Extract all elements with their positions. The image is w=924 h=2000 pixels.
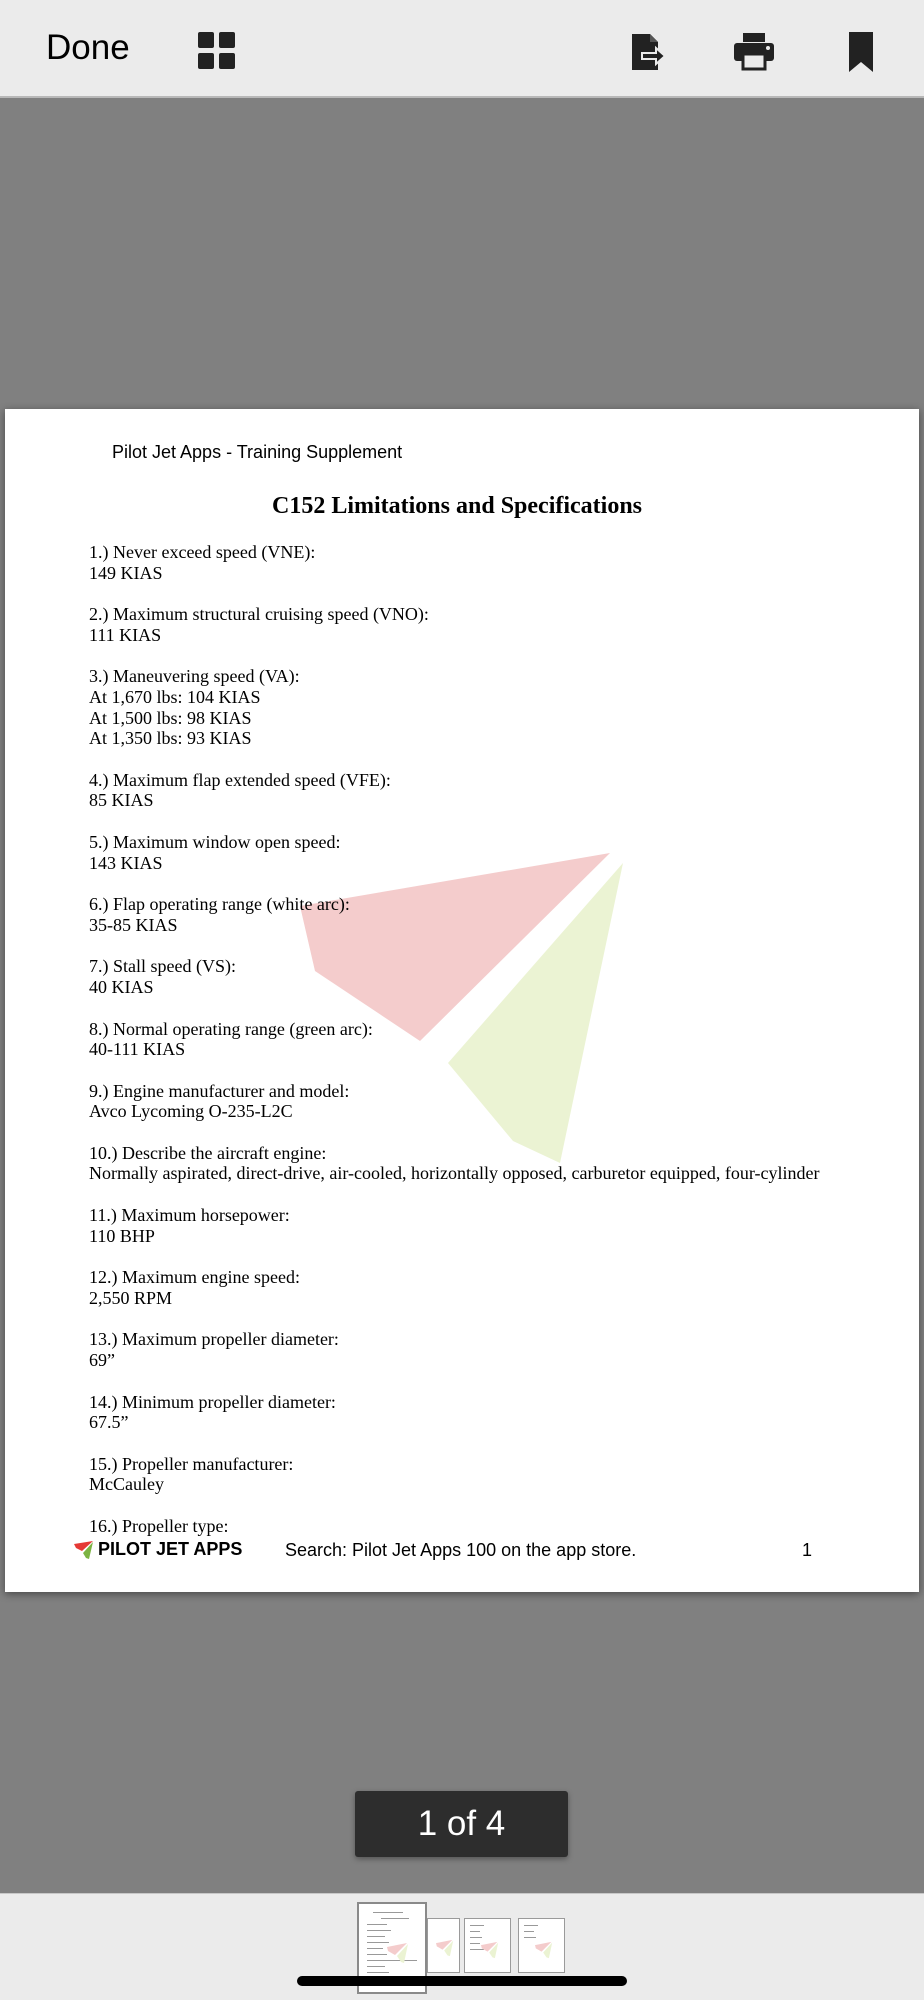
spec-item: [89, 1267, 889, 1308]
spec-item: [89, 1205, 889, 1246]
spec-answer: Normally aspirated, direct-drive, air-cooled, horizontally opposed, carburetor equipped, four-cylinder: [89, 1163, 820, 1184]
thumbnail-page-3[interactable]: [464, 1918, 511, 1973]
spec-question: 3.) Maneuvering speed (VA):: [89, 666, 300, 687]
footer-logo-text: PILOT JET APPS: [98, 1539, 243, 1559]
spec-item: [89, 1516, 889, 1537]
spec-item: [89, 832, 889, 873]
spec-item: [89, 604, 889, 645]
thumbnail-bar: [0, 1893, 924, 2000]
spec-question: 8.) Normal operating range (green arc):: [89, 1018, 373, 1039]
spec-question: 10.) Describe the aircraft engine:: [89, 1142, 327, 1163]
home-indicator: [297, 1976, 627, 1986]
spec-question: 14.) Minimum propeller diameter:: [89, 1391, 336, 1412]
grid-icon[interactable]: [198, 32, 235, 69]
spec-item: [89, 666, 889, 748]
spec-item: [89, 894, 889, 935]
spec-question: 9.) Engine manufacturer and model:: [89, 1080, 350, 1101]
spec-question: 6.) Flap operating range (white arc):: [89, 894, 350, 915]
spec-item: [89, 1454, 889, 1495]
document-header: Pilot Jet Apps - Training Supplement: [112, 442, 403, 462]
spec-answer: 67.5”: [89, 1412, 129, 1433]
spec-question: 13.) Maximum propeller diameter:: [89, 1329, 339, 1350]
spec-answer: 40 KIAS: [89, 976, 154, 997]
spec-answer: 111 KIAS: [89, 624, 162, 645]
spec-answer: 2,550 RPM: [89, 1287, 173, 1308]
spec-answer: 110 BHP: [89, 1225, 155, 1246]
document-footer: [5, 1539, 919, 1569]
spec-answer: 35-85 KIAS: [89, 914, 178, 935]
spec-answer: 143 KIAS: [89, 852, 163, 873]
spec-item: [89, 1019, 889, 1060]
spec-question: 7.) Stall speed (VS):: [89, 956, 236, 977]
spec-question: 2.) Maximum structural cruising speed (VNO):: [89, 604, 429, 625]
spec-question: 16.) Propeller type:: [89, 1516, 229, 1536]
bookmark-icon[interactable]: [849, 32, 873, 72]
spec-question: 5.) Maximum window open speed:: [89, 831, 341, 852]
paper-plane-logo-icon: [74, 1540, 94, 1560]
spec-item: [89, 542, 889, 583]
spec-answer: At 1,670 lbs: 104 KIAS: [89, 686, 261, 707]
footer-page-number: 1: [802, 1540, 813, 1560]
spec-question: 4.) Maximum flap extended speed (VFE):: [89, 769, 391, 790]
thumbnail-page-4[interactable]: [518, 1918, 565, 1973]
footer-search-text: Search: Pilot Jet Apps 100 on the app store.: [285, 1540, 637, 1560]
document-page[interactable]: [5, 409, 919, 1592]
spec-list: [89, 542, 889, 1558]
spec-answer: At 1,500 lbs: 98 KIAS: [89, 707, 252, 728]
spec-item: [89, 1329, 889, 1370]
footer-logo: [74, 1539, 242, 1560]
spec-item: [89, 1081, 889, 1122]
spec-item: [89, 770, 889, 811]
spec-item: [89, 956, 889, 997]
spec-answer: 69”: [89, 1350, 115, 1371]
spec-answer: McCauley: [89, 1474, 164, 1495]
spec-item: [89, 1392, 889, 1433]
spec-answer: At 1,350 lbs: 93 KIAS: [89, 728, 252, 749]
spec-question: 1.) Never exceed speed (VNE):: [89, 542, 316, 562]
spec-answer: 40-111 KIAS: [89, 1039, 186, 1060]
spec-question: 11.) Maximum horsepower:: [89, 1205, 290, 1226]
export-icon[interactable]: [630, 32, 666, 72]
done-button[interactable]: Done: [46, 28, 130, 67]
document-title: C152 Limitations and Specifications: [271, 493, 643, 519]
spec-answer: 149 KIAS: [89, 562, 163, 583]
spec-question: 12.) Maximum engine speed:: [89, 1267, 300, 1288]
spec-answer: Avco Lycoming O-235-L2C: [89, 1101, 293, 1122]
spec-answer: 85 KIAS: [89, 790, 154, 811]
thumbnail-page-2[interactable]: [427, 1918, 460, 1973]
spec-item: [89, 1143, 889, 1184]
spec-question: 15.) Propeller manufacturer:: [89, 1453, 294, 1474]
top-toolbar: [0, 0, 924, 98]
print-icon[interactable]: [734, 33, 774, 71]
page-indicator: 1 of 4: [355, 1791, 568, 1857]
